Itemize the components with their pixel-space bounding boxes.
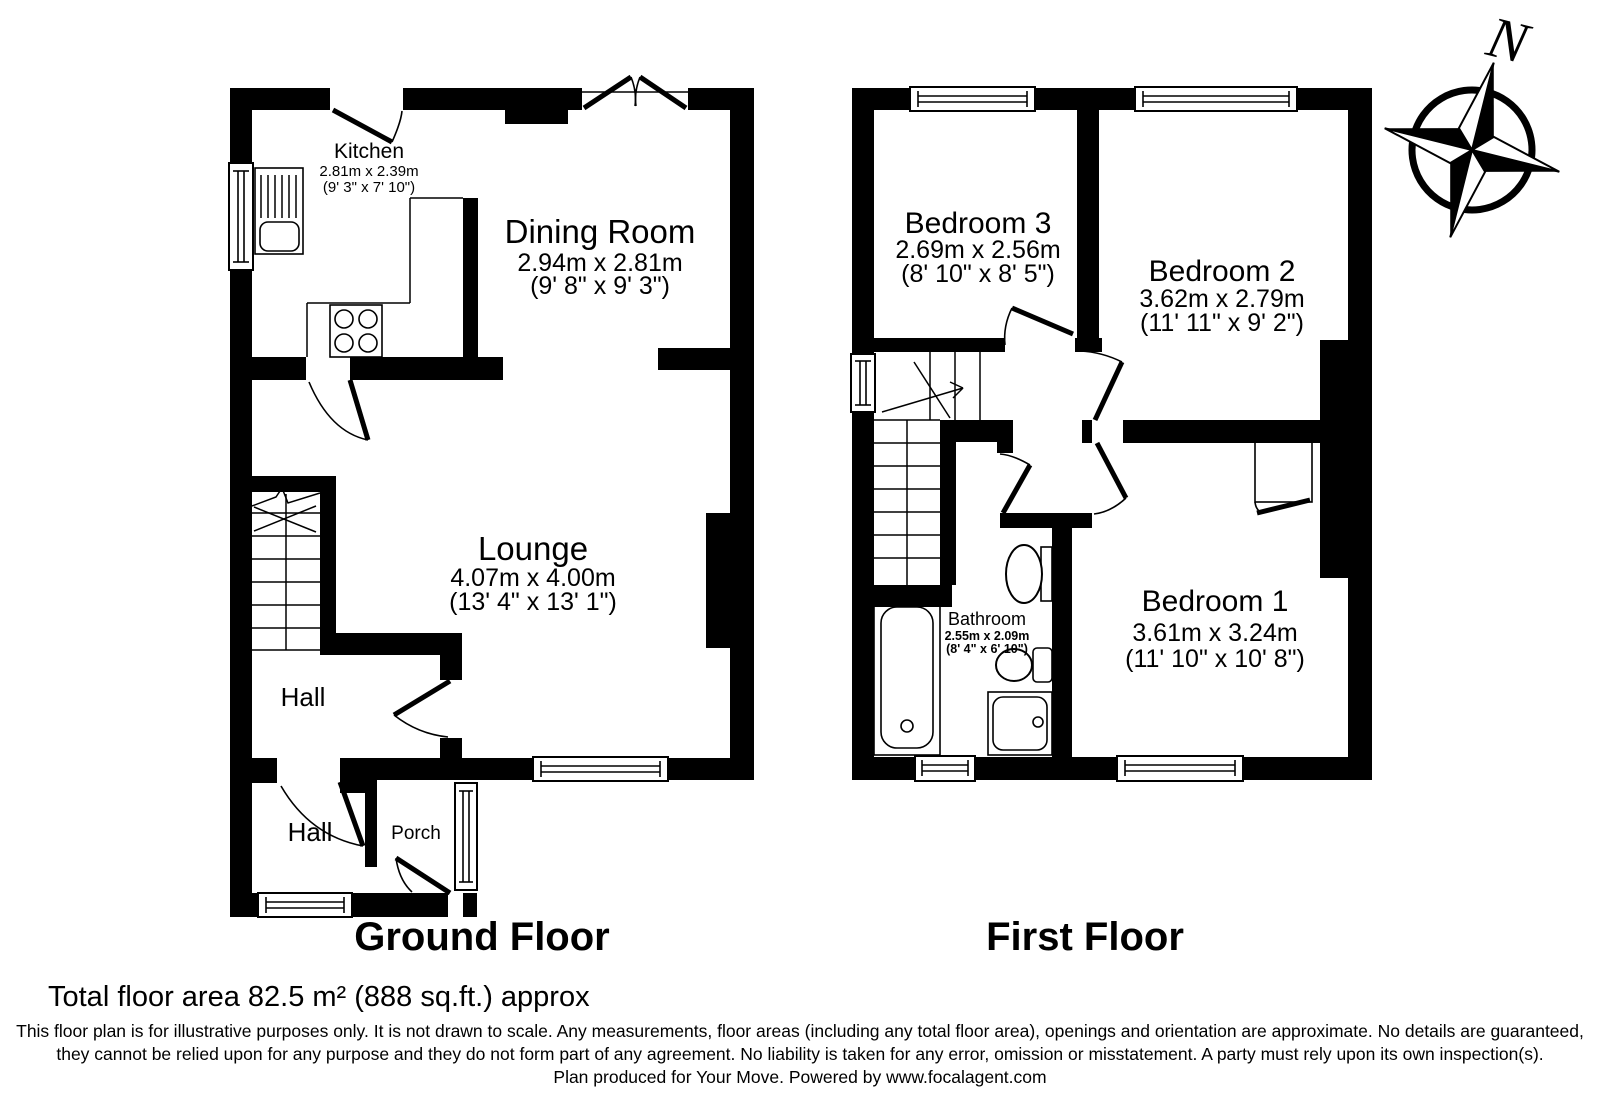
bathroom-dim-metric: 2.55m x 2.09m [944, 629, 1030, 643]
window-porch-right [455, 783, 477, 890]
window-bedroom1-bottom [1117, 756, 1243, 781]
total-floor-area: Total floor area 82.5 m² (888 sq.ft.) approx [48, 981, 590, 1013]
bedroom1-door [1094, 443, 1126, 514]
dining-room-label: Dining Room [504, 213, 696, 250]
disclaimer-line-3: Plan produced for Your Move. Powered by www.focalagent.com [553, 1067, 1047, 1087]
lounge-label: Lounge [477, 530, 589, 567]
kitchen-back-door [333, 110, 402, 142]
ground-floor-title: Ground Floor [354, 915, 610, 959]
bedroom1-dim-imperial: (11' 10" x 10' 8") [1125, 645, 1305, 673]
sink-unit-fixture [255, 168, 303, 254]
bedroom2-label: Bedroom 2 [1148, 255, 1296, 288]
hob-fixture [330, 305, 382, 357]
first-floor-walls [852, 88, 1372, 780]
bathroom-door [1000, 454, 1030, 513]
wardrobe-door [1255, 440, 1312, 513]
window-bedroom2-top [1135, 87, 1297, 111]
bedroom3-door [1005, 308, 1073, 345]
bedroom2-dim-imperial: (11' 11" x 9' 2") [1140, 309, 1304, 337]
kitchen-dim-imperial: (9' 3" x 7' 10") [322, 179, 416, 196]
room-labels [281, 140, 1305, 847]
compass-north-icon [1363, 0, 1595, 259]
bedroom1-label: Bedroom 1 [1141, 585, 1289, 618]
bedroom3-label: Bedroom 3 [904, 207, 1052, 240]
hall-lower-label: Hall [287, 817, 333, 847]
dining-room-dim-metric: 2.94m x 2.81m [517, 249, 683, 277]
windows [229, 87, 1297, 917]
sink-fixture [1006, 545, 1052, 603]
window-lounge-bottom [533, 757, 668, 781]
disclaimer-line-1: This floor plan is for illustrative purposes only. It is not drawn to scale. Any measurements, floor areas (including any total floor area), openings and orientation are approximate. No details are guaranteed, [16, 1021, 1584, 1041]
lounge-dim-imperial: (13' 4" x 13' 1") [449, 588, 617, 616]
window-hall-bottom [258, 893, 352, 917]
kitchen-dim-metric: 2.81m x 2.39m [319, 163, 419, 180]
window-kitchen-left [229, 163, 253, 270]
floor-titles [354, 915, 1184, 959]
first-floor-title: First Floor [986, 915, 1184, 959]
kitchen-label: Kitchen [333, 140, 405, 163]
bedroom2-dim-metric: 3.62m x 2.79m [1139, 285, 1305, 313]
lounge-kitchen-door [309, 380, 368, 440]
first-floor-stairs [874, 352, 980, 585]
window-landing-left [851, 354, 875, 412]
porch-front-door [396, 858, 450, 893]
kitchen-fixtures [255, 168, 463, 357]
porch-label: Porch [391, 823, 441, 844]
bedroom2-door [1080, 351, 1122, 420]
bathtub-fixture [874, 600, 940, 755]
shower-fixture [988, 692, 1052, 755]
bathroom-label: Bathroom [947, 609, 1027, 629]
dining-french-doors [582, 77, 688, 108]
lounge-dim-metric: 4.07m x 4.00m [450, 564, 616, 592]
bedroom3-dim-imperial: (8' 10" x 8' 5") [901, 260, 1055, 288]
footer [16, 981, 1584, 1087]
hall-upper-label: Hall [280, 682, 326, 712]
window-bedroom3-top [910, 87, 1035, 111]
bedroom1-dim-metric: 3.61m x 3.24m [1132, 619, 1298, 647]
bathroom-dim-imperial: (8' 4" x 6' 10") [946, 642, 1028, 656]
hall-lounge-door [394, 681, 450, 737]
bedroom3-dim-metric: 2.69m x 2.56m [895, 236, 1061, 264]
disclaimer-line-2: they cannot be relied upon for any purpose and they do not form part of any agreement. No liability is taken for any error, omission or misstatement. A party must rely upon its own inspection(s). [56, 1044, 1544, 1064]
compass-north-label: N [1481, 3, 1535, 77]
ground-floor-stairs [252, 488, 320, 650]
window-bathroom-bottom [915, 756, 975, 781]
dining-room-dim-imperial: (9' 8" x 9' 3") [530, 272, 670, 300]
